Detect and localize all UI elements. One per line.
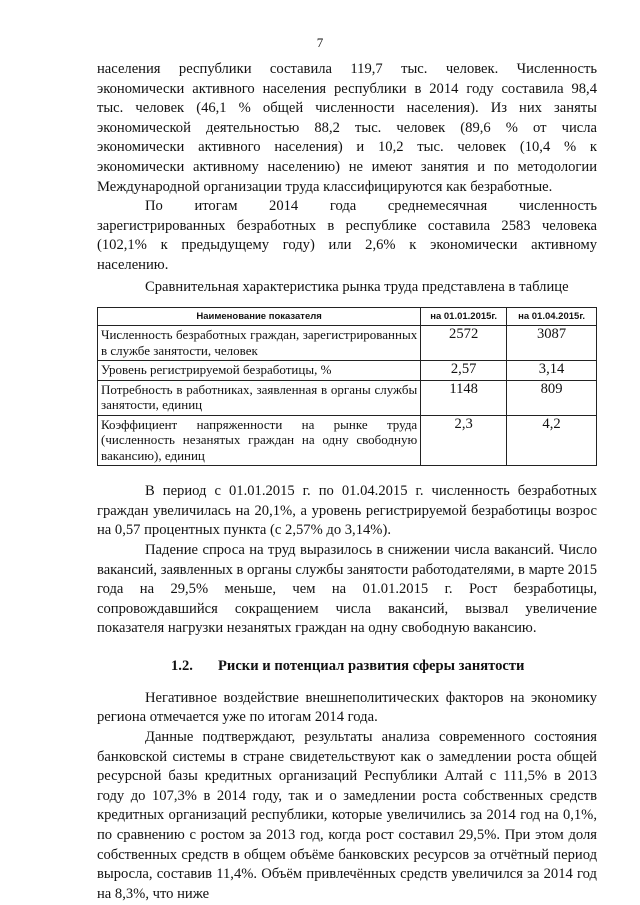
value-2015-01: 1148 (421, 380, 507, 415)
section-title: Риски и потенциал развития сферы занятости (218, 657, 525, 674)
text-line: населения республики составила 119,7 тыс. человек. Численность (97, 61, 597, 77)
table-header-row (98, 308, 597, 326)
table-row (98, 415, 597, 466)
value-2015-04: 4,2 (507, 415, 597, 466)
text-line: экономически активного населения республики в 2014 году составила 98,4 (97, 80, 597, 97)
text-line: экономически активного населения) и 10,2 тыс. человек (10,4 % к (97, 139, 597, 156)
page-number: 7 (316, 35, 324, 50)
text-line: экономической деятельностью 88,2 тыс. человек (89,6 % от числа (97, 119, 597, 136)
table-row (98, 361, 597, 381)
value-2015-01: 2572 (421, 326, 507, 361)
table-header-cell: на 01.01.2015г. (421, 308, 507, 326)
table-caption: Сравнительная характеристика рынка труда представлена в таблице (145, 278, 569, 295)
text-line: тыс. человек (46,1 % общей численности населения). Из них заняты (97, 100, 597, 117)
paragraph-period: В период с 01.01.2015 г. по 01.04.2015 г. численность безработных граждан увеличилась на 20,1%, а уровень регистрируемой безработицы возрос на 0,57 процентных пункта (с 2,57% до 3,14%). (97, 483, 597, 539)
text-line: По итогам 2014 года среднемесячная численность (145, 198, 597, 215)
indicator-name: Численность безработных граждан, зарегистрированных в службе занятости, человек (98, 326, 421, 361)
paragraph-unemployed (97, 197, 597, 275)
value-2015-01: 2,3 (421, 415, 507, 466)
indicator-name: Уровень регистрируемой безработицы, % (98, 361, 421, 381)
paragraph-population (97, 60, 597, 197)
section-heading (97, 657, 597, 677)
paragraph-vacancies: Падение спроса на труд выразилось в снижении числа вакансий. Число вакансий, заявленных в органы службы занятости работодателями, в марте 2015 года на 29,5% меньше, чем на 01.01.2015 г. Рост безработицы, сопровождавшийся сокращением числа вакансий, вызвал увеличение показателя нагрузки незанятых граждан на одну свободную вакансию. (97, 541, 597, 637)
section-number: 1.2. (171, 657, 193, 674)
table-row (98, 380, 597, 415)
text-line: населению. (97, 256, 169, 273)
text-line: зарегистрированных безработных в республике составила 2583 человека (97, 217, 597, 234)
indicator-name: Потребность в работниках, заявленная в органы службы занятости, единиц (98, 380, 421, 415)
value-2015-04: 3087 (507, 326, 597, 361)
table-row (98, 326, 597, 361)
table-header-cell: на 01.04.2015г. (507, 308, 597, 326)
value-2015-04: 3,14 (507, 361, 597, 381)
labor-market-table (97, 307, 597, 466)
value-2015-04: 809 (507, 380, 597, 415)
text-line: экономически активному населению) не имеют занятия и по методологии (97, 158, 597, 175)
value-2015-01: 2,57 (421, 361, 507, 381)
text-line: Международной организации труда классифицируются как безработные. (97, 178, 553, 195)
text-line: (102,1% к предыдущему году) или 2,6% к экономически активному (97, 237, 597, 254)
document-body (97, 60, 597, 904)
indicator-name: Коэффициент напряженности на рынке труда (численность незанятых граждан на одну свободную вакансию), единиц (98, 415, 421, 466)
paragraph-banking: Данные подтверждают, результаты анализа современного состояния банковской системы в стране свидетельствуют как о замедлении роста общей ресурсной базы кредитных организаций Республики Алтай с 111,5% в 2013 году до 107,3% в 2014 году, так и о замедлении роста собственных средств кредитных организаций республики, которые увеличились за 2014 год на 0,1%, по сравнению с ростом за 2013 год, когда рост составил 29,5%. При этом доля собственных средств в общем объёме банковских ресурсов за отчётный период выросла, составив 11,4%. Объём привлечённых средств увеличился за 2014 год на 8,3%, что ниже (97, 729, 597, 902)
paragraph-negative-impact: Негативное воздействие внешнеполитических факторов на экономику региона отмечается уже по итогам 2014 года. (97, 689, 597, 726)
table-header-cell: Наименование показателя (98, 308, 421, 326)
